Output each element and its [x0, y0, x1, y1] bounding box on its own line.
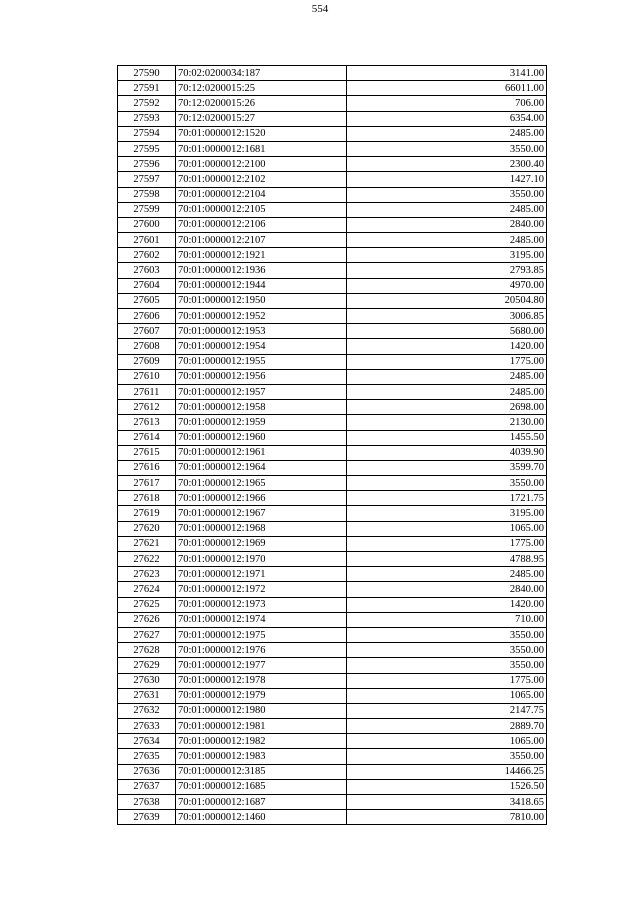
cadastral-code-cell: 70:01:0000012:1971: [176, 567, 347, 582]
row-number-cell: 27599: [118, 202, 176, 217]
table-row: [118, 187, 547, 202]
table-row: [118, 217, 547, 232]
value-cell: 3550.00: [347, 658, 547, 673]
cadastral-code-cell: 70:01:0000012:1969: [176, 536, 347, 551]
cadastral-code-cell: 70:01:0000012:1972: [176, 582, 347, 597]
value-cell: 706.00: [347, 96, 547, 111]
row-number-cell: 27616: [118, 460, 176, 475]
value-cell: 2698.00: [347, 400, 547, 415]
table-row: [118, 612, 547, 627]
row-number-cell: 27636: [118, 764, 176, 779]
value-cell: 3550.00: [347, 643, 547, 658]
cadastral-code-cell: 70:12:0200015:25: [176, 81, 347, 96]
cadastral-code-cell: 70:01:0000012:3185: [176, 764, 347, 779]
value-cell: 1775.00: [347, 536, 547, 551]
cadastral-code-cell: 70:01:0000012:1961: [176, 445, 347, 460]
table-row: [118, 141, 547, 156]
table-row: [118, 703, 547, 718]
cadastral-code-cell: 70:01:0000012:2105: [176, 202, 347, 217]
row-number-cell: 27612: [118, 400, 176, 415]
cadastral-code-cell: 70:01:0000012:1982: [176, 734, 347, 749]
table-row: [118, 460, 547, 475]
row-number-cell: 27635: [118, 749, 176, 764]
cadastral-code-cell: 70:01:0000012:1959: [176, 415, 347, 430]
cadastral-code-cell: 70:01:0000012:1958: [176, 400, 347, 415]
value-cell: 1427.10: [347, 172, 547, 187]
value-cell: 3550.00: [347, 141, 547, 156]
value-cell: 2840.00: [347, 582, 547, 597]
table-row: [118, 734, 547, 749]
value-cell: 2485.00: [347, 384, 547, 399]
cadastral-code-cell: 70:01:0000012:2104: [176, 187, 347, 202]
value-cell: 1775.00: [347, 354, 547, 369]
value-cell: 20504.80: [347, 293, 547, 308]
value-cell: 3006.85: [347, 309, 547, 324]
row-number-cell: 27598: [118, 187, 176, 202]
row-number-cell: 27590: [118, 66, 176, 81]
table-row: [118, 324, 547, 339]
value-cell: 3195.00: [347, 248, 547, 263]
row-number-cell: 27625: [118, 597, 176, 612]
table-row: [118, 673, 547, 688]
table-row: [118, 157, 547, 172]
table-row: [118, 688, 547, 703]
row-number-cell: 27631: [118, 688, 176, 703]
row-number-cell: 27606: [118, 309, 176, 324]
cadastral-code-cell: 70:01:0000012:1976: [176, 643, 347, 658]
cadastral-code-cell: 70:02:0200034:187: [176, 66, 347, 81]
cadastral-code-cell: 70:01:0000012:1950: [176, 293, 347, 308]
row-number-cell: 27629: [118, 658, 176, 673]
row-number-cell: 27591: [118, 81, 176, 96]
row-number-cell: 27624: [118, 582, 176, 597]
row-number-cell: 27620: [118, 521, 176, 536]
table-row: [118, 172, 547, 187]
row-number-cell: 27593: [118, 111, 176, 126]
row-number-cell: 27619: [118, 506, 176, 521]
table-row: [118, 491, 547, 506]
table-row: [118, 233, 547, 248]
row-number-cell: 27618: [118, 491, 176, 506]
cadastral-code-cell: 70:01:0000012:1975: [176, 627, 347, 642]
row-number-cell: 27613: [118, 415, 176, 430]
value-cell: 1721.75: [347, 491, 547, 506]
table-row: [118, 415, 547, 430]
value-cell: 1065.00: [347, 521, 547, 536]
cadastral-code-cell: 70:01:0000012:2102: [176, 172, 347, 187]
table-row: [118, 66, 547, 81]
value-cell: 2793.85: [347, 263, 547, 278]
cadastral-code-cell: 70:01:0000012:1936: [176, 263, 347, 278]
value-cell: 2840.00: [347, 217, 547, 232]
value-cell: 710.00: [347, 612, 547, 627]
row-number-cell: 27627: [118, 627, 176, 642]
row-number-cell: 27597: [118, 172, 176, 187]
table-row: [118, 369, 547, 384]
table-row: [118, 81, 547, 96]
row-number-cell: 27637: [118, 779, 176, 794]
table-row: [118, 96, 547, 111]
value-cell: 1065.00: [347, 734, 547, 749]
data-table: [117, 65, 547, 825]
value-cell: 7810.00: [347, 810, 547, 825]
cadastral-code-cell: 70:01:0000012:1980: [176, 703, 347, 718]
value-cell: 66011.00: [347, 81, 547, 96]
table-row: [118, 552, 547, 567]
cadastral-code-cell: 70:01:0000012:1520: [176, 126, 347, 141]
row-number-cell: 27621: [118, 536, 176, 551]
table-row: [118, 643, 547, 658]
row-number-cell: 27601: [118, 233, 176, 248]
row-number-cell: 27609: [118, 354, 176, 369]
cadastral-code-cell: 70:01:0000012:2100: [176, 157, 347, 172]
row-number-cell: 27607: [118, 324, 176, 339]
value-cell: 2485.00: [347, 567, 547, 582]
cadastral-code-cell: 70:01:0000012:1965: [176, 476, 347, 491]
table-row: [118, 309, 547, 324]
value-cell: 3550.00: [347, 749, 547, 764]
table-row: [118, 263, 547, 278]
table-row: [118, 384, 547, 399]
value-cell: 3418.65: [347, 795, 547, 810]
value-cell: 3550.00: [347, 627, 547, 642]
table-row: [118, 764, 547, 779]
value-cell: 3141.00: [347, 66, 547, 81]
value-cell: 3195.00: [347, 506, 547, 521]
value-cell: 2300.40: [347, 157, 547, 172]
value-cell: 1065.00: [347, 688, 547, 703]
table-row: [118, 810, 547, 825]
row-number-cell: 27628: [118, 643, 176, 658]
table-row: [118, 354, 547, 369]
table-row: [118, 293, 547, 308]
value-cell: 4788.95: [347, 552, 547, 567]
cadastral-code-cell: 70:01:0000012:1964: [176, 460, 347, 475]
table-row: [118, 582, 547, 597]
table-row: [118, 779, 547, 794]
row-number-cell: 27626: [118, 612, 176, 627]
cadastral-code-cell: 70:01:0000012:1957: [176, 384, 347, 399]
cadastral-code-cell: 70:01:0000012:1460: [176, 810, 347, 825]
row-number-cell: 27594: [118, 126, 176, 141]
row-number-cell: 27623: [118, 567, 176, 582]
value-cell: 3550.00: [347, 187, 547, 202]
table-row: [118, 536, 547, 551]
row-number-cell: 27608: [118, 339, 176, 354]
cadastral-code-cell: 70:12:0200015:26: [176, 96, 347, 111]
value-cell: 3599.70: [347, 460, 547, 475]
value-cell: 2889.70: [347, 719, 547, 734]
table-row: [118, 719, 547, 734]
row-number-cell: 27615: [118, 445, 176, 460]
value-cell: 1526.50: [347, 779, 547, 794]
cadastral-code-cell: 70:12:0200015:27: [176, 111, 347, 126]
row-number-cell: 27632: [118, 703, 176, 718]
table-row: [118, 658, 547, 673]
cadastral-code-cell: 70:01:0000012:1981: [176, 719, 347, 734]
value-cell: 5680.00: [347, 324, 547, 339]
row-number-cell: 27614: [118, 430, 176, 445]
cadastral-code-cell: 70:01:0000012:1973: [176, 597, 347, 612]
row-number-cell: 27633: [118, 719, 176, 734]
table-row: [118, 248, 547, 263]
value-cell: 2485.00: [347, 126, 547, 141]
value-cell: 2147.75: [347, 703, 547, 718]
table-row: [118, 445, 547, 460]
cadastral-code-cell: 70:01:0000012:1978: [176, 673, 347, 688]
table-body: [118, 66, 547, 825]
value-cell: 2130.00: [347, 415, 547, 430]
table-row: [118, 627, 547, 642]
cadastral-code-cell: 70:01:0000012:1970: [176, 552, 347, 567]
cadastral-code-cell: 70:01:0000012:1921: [176, 248, 347, 263]
row-number-cell: 27605: [118, 293, 176, 308]
row-number-cell: 27595: [118, 141, 176, 156]
cadastral-code-cell: 70:01:0000012:1968: [176, 521, 347, 536]
cadastral-code-cell: 70:01:0000012:1967: [176, 506, 347, 521]
row-number-cell: 27604: [118, 278, 176, 293]
page-number: 554: [311, 3, 329, 15]
value-cell: 2485.00: [347, 233, 547, 248]
row-number-cell: 27592: [118, 96, 176, 111]
table-row: [118, 430, 547, 445]
value-cell: 2485.00: [347, 202, 547, 217]
cadastral-code-cell: 70:01:0000012:1687: [176, 795, 347, 810]
table-row: [118, 126, 547, 141]
table-row: [118, 339, 547, 354]
row-number-cell: 27622: [118, 552, 176, 567]
row-number-cell: 27596: [118, 157, 176, 172]
table-row: [118, 567, 547, 582]
row-number-cell: 27610: [118, 369, 176, 384]
table-row: [118, 278, 547, 293]
table-row: [118, 521, 547, 536]
cadastral-code-cell: 70:01:0000012:2107: [176, 233, 347, 248]
cadastral-code-cell: 70:01:0000012:2106: [176, 217, 347, 232]
value-cell: 2485.00: [347, 369, 547, 384]
row-number-cell: 27602: [118, 248, 176, 263]
table-row: [118, 506, 547, 521]
table-row: [118, 202, 547, 217]
row-number-cell: 27603: [118, 263, 176, 278]
row-number-cell: 27630: [118, 673, 176, 688]
cadastral-code-cell: 70:01:0000012:1977: [176, 658, 347, 673]
value-cell: 1420.00: [347, 339, 547, 354]
value-cell: 3550.00: [347, 476, 547, 491]
cadastral-code-cell: 70:01:0000012:1955: [176, 354, 347, 369]
cadastral-code-cell: 70:01:0000012:1974: [176, 612, 347, 627]
value-cell: 14466.25: [347, 764, 547, 779]
cadastral-code-cell: 70:01:0000012:1685: [176, 779, 347, 794]
value-cell: 1775.00: [347, 673, 547, 688]
cadastral-code-cell: 70:01:0000012:1953: [176, 324, 347, 339]
value-cell: 6354.00: [347, 111, 547, 126]
table-row: [118, 476, 547, 491]
cadastral-code-cell: 70:01:0000012:1960: [176, 430, 347, 445]
row-number-cell: 27638: [118, 795, 176, 810]
row-number-cell: 27600: [118, 217, 176, 232]
table-row: [118, 795, 547, 810]
value-cell: 4039.90: [347, 445, 547, 460]
table-row: [118, 597, 547, 612]
cadastral-code-cell: 70:01:0000012:1944: [176, 278, 347, 293]
row-number-cell: 27639: [118, 810, 176, 825]
value-cell: 4970.00: [347, 278, 547, 293]
table-row: [118, 749, 547, 764]
table-row: [118, 400, 547, 415]
table-row: [118, 111, 547, 126]
cadastral-code-cell: 70:01:0000012:1983: [176, 749, 347, 764]
row-number-cell: 27617: [118, 476, 176, 491]
cadastral-code-cell: 70:01:0000012:1681: [176, 141, 347, 156]
row-number-cell: 27634: [118, 734, 176, 749]
row-number-cell: 27611: [118, 384, 176, 399]
cadastral-code-cell: 70:01:0000012:1952: [176, 309, 347, 324]
cadastral-code-cell: 70:01:0000012:1956: [176, 369, 347, 384]
value-cell: 1455.50: [347, 430, 547, 445]
cadastral-code-cell: 70:01:0000012:1954: [176, 339, 347, 354]
cadastral-code-cell: 70:01:0000012:1966: [176, 491, 347, 506]
cadastral-code-cell: 70:01:0000012:1979: [176, 688, 347, 703]
value-cell: 1420.00: [347, 597, 547, 612]
